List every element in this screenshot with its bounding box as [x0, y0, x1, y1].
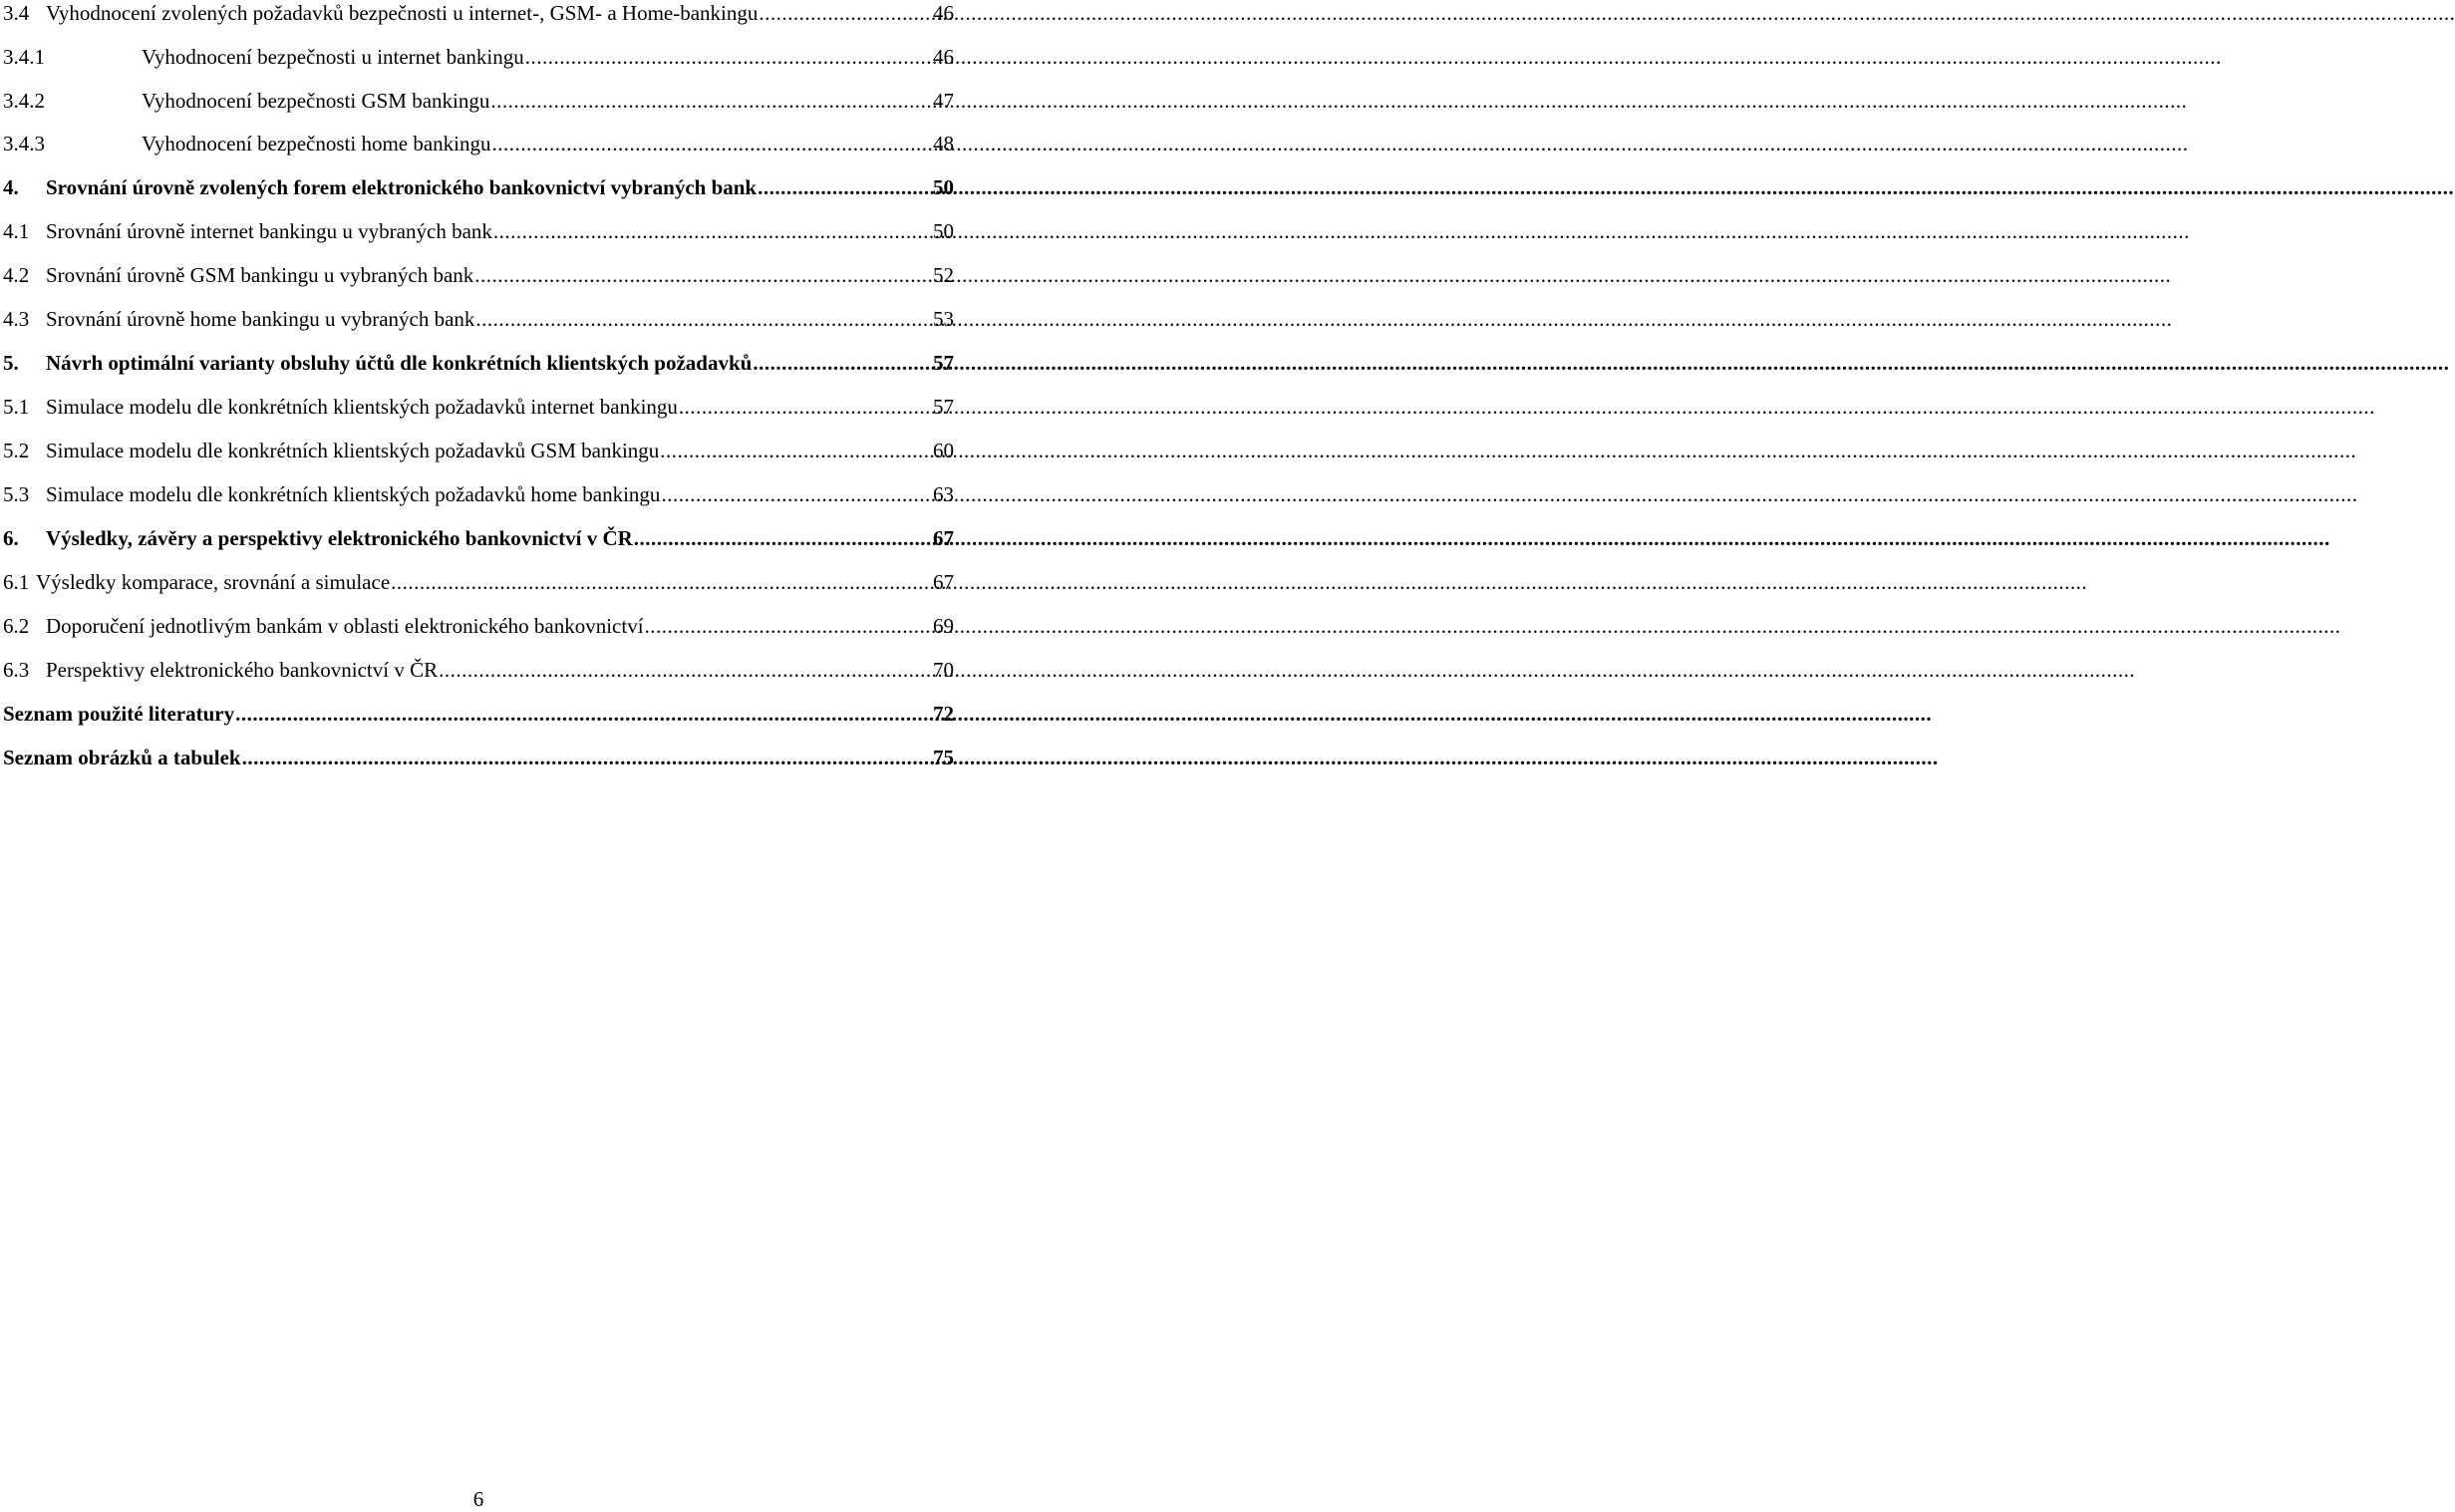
toc-entry-page: 69	[933, 614, 954, 638]
toc-entry[interactable]	[3, 88, 954, 114]
toc-entry-title: Doporučení jednotlivým bankám v oblasti elektronického bankovnictví	[46, 614, 644, 638]
toc-entry[interactable]	[3, 569, 954, 595]
toc-entry[interactable]	[3, 131, 954, 156]
toc-entry-page: 53	[933, 307, 954, 331]
toc-leader-dots	[474, 262, 931, 288]
toc-entry-number: 6.	[3, 526, 19, 550]
toc-entry[interactable]	[3, 481, 954, 507]
toc-leader-dots	[242, 745, 931, 770]
toc-entry-number: 5.1	[3, 395, 30, 419]
toc-entry-number: 5.3	[3, 482, 30, 506]
toc-entry-title: Simulace modelu dle konkrétních klientských požadavků internet bankingu	[46, 395, 678, 419]
toc-entry-number: 6.3	[3, 658, 30, 682]
toc-entry-number: 5.	[3, 351, 19, 375]
toc-entry-title: Návrh optimální varianty obsluhy účtů dle konkrétních klientských požadavků	[46, 351, 753, 375]
toc-entry-title: Seznam použité literatury	[3, 702, 235, 726]
toc-entry-page: 67	[933, 570, 954, 594]
toc-entry-number: 3.4	[3, 1, 30, 25]
toc-entry[interactable]	[3, 745, 954, 770]
toc-entry-number: 6.1	[3, 570, 30, 594]
toc-entry-title: Vyhodnocení zvolených požadavků bezpečnosti u internet-, GSM- a Home-bankingu	[46, 1, 759, 25]
toc-leader-dots	[235, 701, 931, 727]
toc-entry-title: Seznam obrázků a tabulek	[3, 746, 241, 769]
toc-entry-number: 4.1	[3, 219, 30, 243]
toc-leader-dots	[758, 174, 931, 200]
toc-entry-title: Srovnání úrovně GSM bankingu u vybraných bank	[46, 263, 474, 287]
toc-entry-page: 46	[933, 1, 954, 25]
toc-entry-title: Perspektivy elektronického bankovnictví v ČR	[46, 658, 439, 682]
toc-entry-title: Výsledky komparace, srovnání a simulace	[36, 570, 391, 594]
toc-leader-dots	[493, 218, 931, 244]
page-number: 6	[472, 1487, 484, 1511]
toc-entry-title: Srovnání úrovně zvolených forem elektronického bankovnictví vybraných bank	[46, 175, 758, 199]
toc-leader-dots	[679, 394, 931, 420]
toc-leader-dots	[490, 88, 931, 114]
toc-entry-page: 57	[933, 351, 954, 375]
toc-entry-number: 4.2	[3, 263, 30, 287]
toc-leader-dots	[759, 0, 931, 26]
toc-leader-dots	[753, 350, 931, 376]
toc-entry-page: 48	[933, 132, 954, 155]
toc-entry-page: 47	[933, 89, 954, 113]
toc-entry-page: 72	[933, 702, 954, 726]
toc-entry-number: 5.2	[3, 439, 30, 462]
toc-leader-dots	[475, 306, 931, 332]
toc-leader-dots	[634, 525, 931, 551]
toc-entry[interactable]	[3, 525, 954, 551]
toc-entry-number: 3.4.1	[3, 45, 45, 69]
toc-entry[interactable]	[3, 394, 954, 420]
toc-entry-title: Vyhodnocení bezpečnosti GSM bankingu	[142, 89, 490, 113]
toc-leader-dots	[661, 481, 931, 507]
toc-entry-page: 50	[933, 219, 954, 243]
toc-entry[interactable]	[3, 438, 954, 463]
toc-entry-number: 3.4.3	[3, 132, 45, 155]
toc-leader-dots	[525, 44, 931, 70]
toc-entry-title: Výsledky, závěry a perspektivy elektronického bankovnictví v ČR	[46, 526, 633, 550]
toc-entry-page: 52	[933, 263, 954, 287]
toc-leader-dots	[492, 131, 932, 156]
toc-entry-number: 6.2	[3, 614, 30, 638]
toc-entry-number: 4.	[3, 175, 19, 199]
toc-leader-dots	[645, 613, 931, 639]
toc-entry[interactable]	[3, 613, 954, 639]
toc-entry[interactable]	[3, 657, 954, 683]
toc-entry[interactable]	[3, 701, 954, 727]
toc-entry-page: 57	[933, 395, 954, 419]
toc-entry[interactable]	[3, 218, 954, 244]
toc-entry-title: Vyhodnocení bezpečnosti home bankingu	[142, 132, 491, 155]
toc-entry[interactable]	[3, 174, 954, 200]
toc-entry-page: 50	[933, 175, 954, 199]
toc-entry[interactable]	[3, 0, 954, 26]
toc-entry-title: Simulace modelu dle konkrétních klientských požadavků home bankingu	[46, 482, 661, 506]
toc-entry-page: 70	[933, 658, 954, 682]
toc-leader-dots	[660, 438, 931, 463]
toc-entry-page: 60	[933, 439, 954, 462]
toc-entry-page: 63	[933, 482, 954, 506]
toc-entry-title: Srovnání úrovně home bankingu u vybraných bank	[46, 307, 475, 331]
toc-entry[interactable]	[3, 306, 954, 332]
toc-entry-page: 46	[933, 45, 954, 69]
toc-entry-number: 3.4.2	[3, 89, 45, 113]
toc-entry[interactable]	[3, 262, 954, 288]
toc-leader-dots	[439, 657, 931, 683]
toc-entry[interactable]	[3, 350, 954, 376]
toc-leader-dots	[391, 569, 931, 595]
toc-entry-title: Vyhodnocení bezpečnosti u internet bankingu	[142, 45, 524, 69]
toc-entry-number: 4.3	[3, 307, 30, 331]
toc-entry-page: 75	[933, 746, 954, 769]
toc-entry-title: Simulace modelu dle konkrétních klientských požadavků GSM bankingu	[46, 439, 660, 462]
toc-entry[interactable]	[3, 44, 954, 70]
toc-entry-page: 67	[933, 526, 954, 550]
toc-entry-title: Srovnání úrovně internet bankingu u vybraných bank	[46, 219, 492, 243]
